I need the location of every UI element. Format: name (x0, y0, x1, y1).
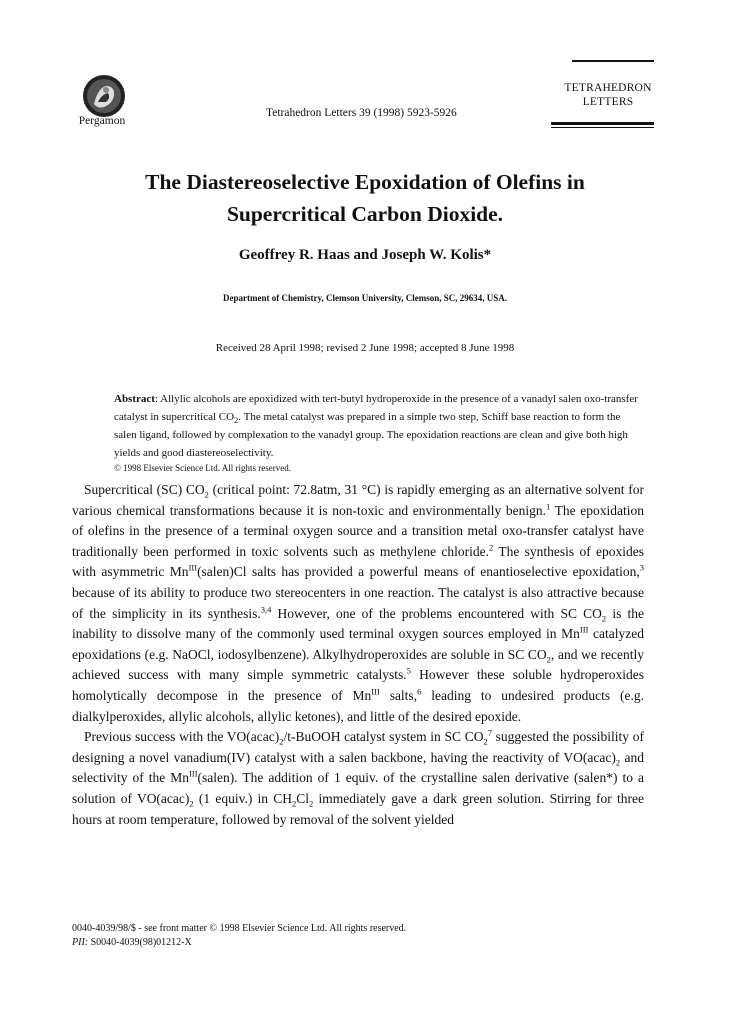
title-line-2: Supercritical Carbon Dioxide. (226, 202, 504, 226)
series-line-2: LETTERS (582, 95, 634, 108)
oxidation-state: III (189, 768, 198, 779)
abstract-copyright: © 1998 Elsevier Science Ltd. All rights reserved. (114, 463, 292, 473)
subscript: 2 (189, 798, 194, 809)
subscript: 2 (309, 798, 314, 809)
body-text: Previous success with the VO(acac) (84, 729, 280, 745)
reference-marker: 3,4 (260, 604, 272, 615)
subscript: 2 (279, 736, 284, 747)
body-text: suggested the possibility of designing a novel vanadium(IV) catalyst with a salen backbone, having the reactivity of VO(acac) (72, 729, 644, 765)
body-text: because of its ability to produce two stereocenters in one reaction. The catalyst is also attractive because of the simplicity in its synthesis. (72, 584, 644, 621)
oxidation-state: III (579, 624, 589, 635)
reference-marker: 1 (545, 501, 551, 512)
footer-copyright: 0040-4039/98/$ - see front matter © 1998 Elsevier Science Ltd. All rights reserved. (72, 923, 407, 934)
abstract (114, 390, 639, 462)
body-text: Supercritical (SC) CO (84, 482, 205, 497)
body-text: However these soluble hydroperoxides homolytically decompose in the presence of Mn (72, 667, 644, 703)
body-text: The synthesis of epoxides with asymmetric Mn (72, 543, 644, 580)
pii-label: PII: (72, 937, 89, 948)
subscript: 2 (292, 798, 297, 809)
abstract-label: Abstract (114, 393, 155, 405)
body-text: salts, (379, 687, 418, 703)
body-text: (salen). The addition of 1 equiv. of the crystalline salen derivative (salen*) to a solution of VO(acac) (72, 770, 644, 806)
subscript: 2 (615, 757, 621, 768)
header-rule-bottom (551, 122, 654, 125)
subscript: 2 (204, 489, 209, 500)
body-text: catalyzed epoxidations (e.g. NaOCl, iodosylbenzene). Alkylhydroperoxides are soluble in SC CO (72, 626, 645, 662)
series-line-1: TETRAHEDRON (564, 82, 652, 94)
body-text: is the inability to dissolve many of the commonly used terminal oxygen sources employed in Mn (72, 605, 644, 642)
article-body (72, 480, 644, 830)
paragraph-2 (72, 727, 644, 830)
body-text: The epoxidation of olefins in the presence of a terminal oxygen source and a transition metal oxo-transfer catalyst have traditionally been performed in toxic solvents such as methylene chloride. (72, 502, 644, 559)
footer-pii (72, 936, 572, 950)
header-rule-bottom-thin (551, 127, 654, 128)
article-authors: Geoffrey R. Haas and Joseph W. Kolis* (238, 247, 492, 263)
subscript: 2 (601, 613, 607, 624)
body-text: /t-BuOOH catalyst system in SC CO (283, 729, 484, 745)
subscript: 2 (546, 654, 551, 665)
oxidation-state: III (371, 686, 380, 697)
body-text: However, one of the problems encountered with SC CO (271, 605, 602, 621)
abstract-text-a: : Allylic alcohols are epoxidized with tert-butyl hydroperoxide in the presence of a vanadyl salen oxo-transfer catalyst in supercritical CO (114, 393, 638, 423)
page-footer (72, 922, 572, 950)
pii-value: S0040-4039(98)01212-X (88, 937, 192, 948)
reference-marker: 7 (487, 727, 492, 738)
paragraph-1 (72, 480, 644, 727)
body-text: immediately gave a dark green solution. Stirring for three hours at room temperature, followed by removal of the solvent yielded (72, 790, 644, 827)
reference-marker: 6 (417, 686, 422, 697)
elsevier-tree-logo-icon (82, 74, 126, 118)
publisher-name: Pergamon (78, 115, 126, 127)
body-text: , and we recently achieved success with many simple symmetric catalysts. (72, 646, 644, 683)
body-text: (salen)Cl salts has provided a powerful means of enantioselective epoxidation, (197, 564, 640, 580)
reference-marker: 3 (639, 562, 645, 573)
journal-series-name (560, 82, 656, 109)
journal-citation: Tetrahedron Letters 39 (1998) 5923-5926 (266, 107, 457, 119)
abstract-sub: 2 (234, 415, 239, 426)
received-dates: Received 28 April 1998; revised 2 June 1998; accepted 8 June 1998 (215, 342, 515, 354)
subscript: 2 (483, 736, 488, 747)
author-affiliation: Department of Chemistry, Clemson University, Clemson, SC, 29634, USA. (223, 293, 507, 303)
oxidation-state: III (188, 562, 198, 573)
body-text: leading to undesired products (e.g. dialkylperoxides, allylic alcohols, allylic ketones), and little of the desired epoxide. (72, 687, 644, 724)
abstract-text-b: . The metal catalyst was prepared in a simple two step, Schiff base reaction to form the salen ligand, followed by complexation to the vanadyl group. The epoxidation reactions are clean and give both high yields and good diastereoselectivity. (114, 411, 628, 459)
body-text: (critical point: 72.8atm, 31 °C) is rapidly emerging as an alternative solvent for various chemical transformations because it is non-toxic and environmentally benign. (72, 482, 644, 518)
article-title (60, 166, 670, 230)
body-text: (1 equiv.) in CH (193, 790, 293, 806)
body-text: and selectivity of the Mn (72, 749, 644, 786)
header-rule-top (572, 60, 654, 62)
title-line-1: The Diastereoselective Epoxidation of Olefins in (145, 170, 585, 194)
body-text: Cl (296, 790, 310, 806)
reference-marker: 2 (489, 542, 494, 553)
reference-marker: 5 (406, 665, 411, 676)
